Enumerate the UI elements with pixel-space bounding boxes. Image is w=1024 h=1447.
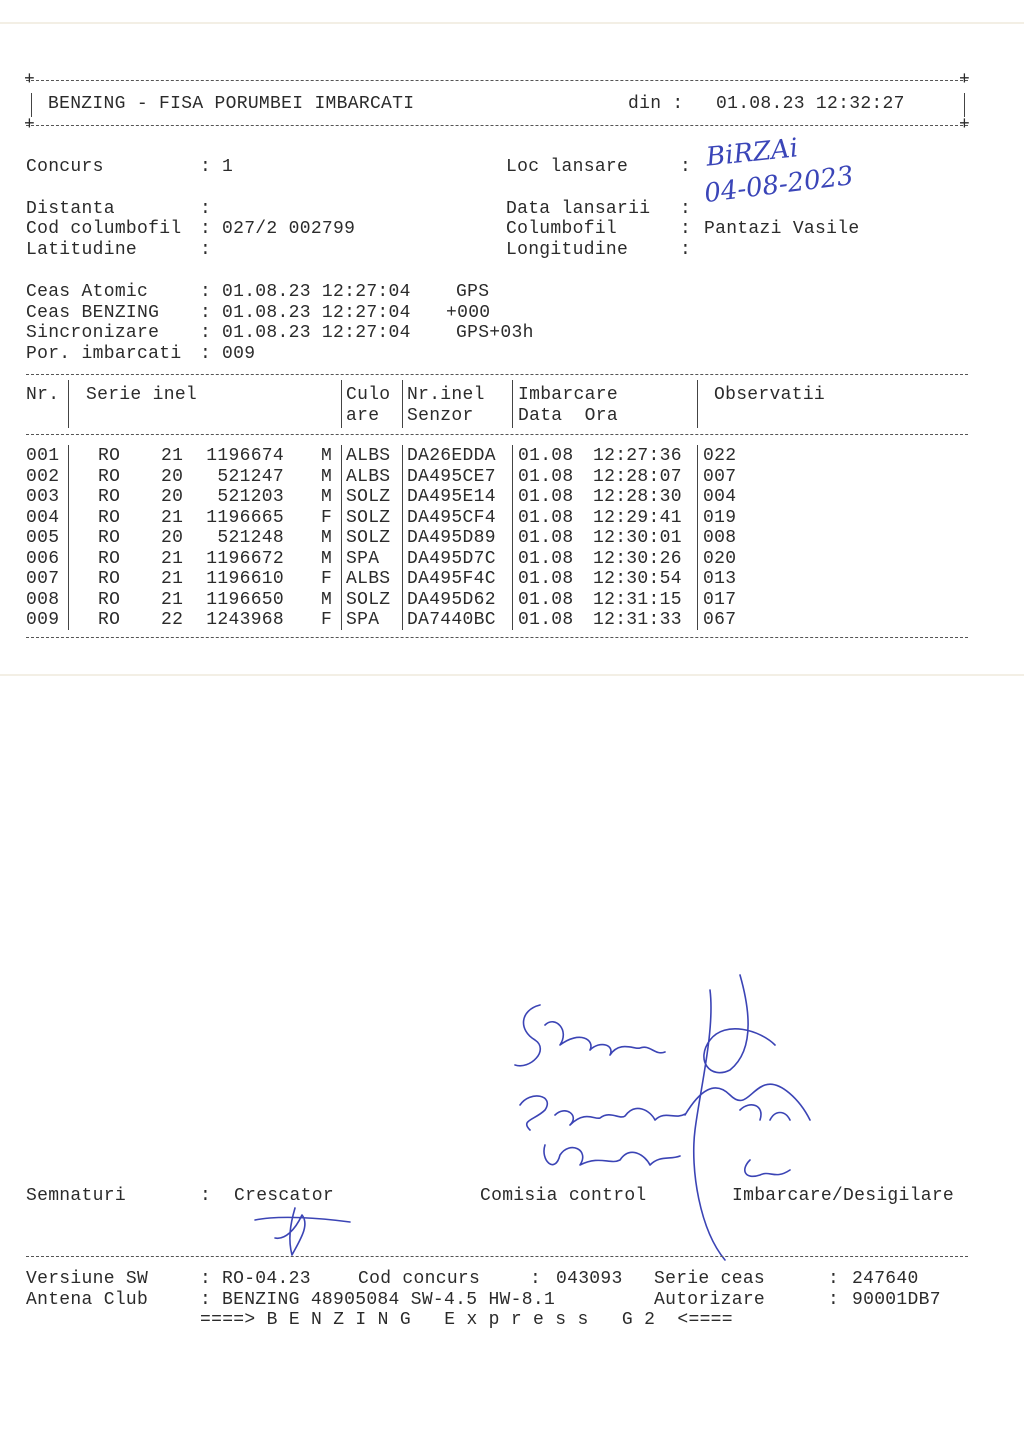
row-col-separator: [341, 466, 342, 487]
ceas-benzing-label: Ceas BENZING: [26, 303, 160, 323]
loc-lansare-sep: :: [680, 157, 692, 177]
cell-observatii: 022: [703, 446, 737, 466]
cell-time: 12:31:33: [593, 610, 682, 630]
versiune-sw-label: Versiune SW: [26, 1269, 149, 1289]
antena-club-value: BENZING 48905084 SW-4.5 HW-8.1: [222, 1290, 556, 1310]
cell-color: SOLZ: [346, 589, 391, 610]
data-lansarii-sep: :: [680, 199, 692, 219]
ceas-benzing-extra: +000: [446, 303, 491, 323]
cell-color: SPA: [346, 548, 380, 569]
cell-sensor: DA495D89: [407, 528, 496, 548]
semnaturi-label: Semnaturi: [26, 1186, 126, 1206]
table-col-sep-5: [697, 380, 698, 428]
header-top-border: [26, 80, 968, 81]
semnaturi-sep: :: [200, 1186, 212, 1206]
report-title: BENZING - FISA PORUMBEI IMBARCATI: [48, 94, 415, 114]
row-col-separator: [512, 527, 513, 548]
col-header-imbarcare-2: Data Ora: [518, 406, 618, 426]
cell-color: ALBS: [346, 466, 391, 487]
cell-country: RO: [98, 446, 121, 466]
header-bottom-border: [26, 125, 968, 126]
row-col-separator: [341, 589, 342, 610]
row-col-separator: [341, 445, 342, 466]
cell-observatii: 067: [703, 610, 737, 630]
data-lansarii-label: Data lansarii: [506, 199, 651, 219]
row-col-separator: [341, 609, 342, 630]
cod-columbofil-value: 027/2 002799: [222, 219, 356, 239]
cell-sex: F: [321, 569, 333, 589]
row-col-separator: [68, 568, 69, 589]
table-col-sep-4: [512, 380, 513, 428]
row-col-separator: [402, 445, 403, 466]
sincronizare-label: Sincronizare: [26, 323, 160, 343]
cell-time: 12:28:30: [593, 487, 682, 507]
header-corner-tr: +: [959, 70, 971, 90]
cell-time: 12:28:07: [593, 466, 682, 487]
cell-date: 01.08: [518, 610, 574, 630]
cell-sex: M: [321, 446, 333, 466]
cell-year: 22: [161, 610, 184, 630]
row-col-separator: [68, 445, 69, 466]
row-col-separator: [402, 609, 403, 630]
row-col-separator: [512, 548, 513, 569]
table-col-sep-1: [68, 380, 69, 428]
cell-time: 12:30:54: [593, 569, 682, 589]
cell-sensor: DA495D7C: [407, 548, 496, 569]
row-col-separator: [402, 568, 403, 589]
row-col-separator: [402, 527, 403, 548]
cell-observatii: 020: [703, 548, 737, 569]
row-col-separator: [697, 486, 698, 507]
ceas-atomic-extra: GPS: [456, 282, 490, 302]
cell-date: 01.08: [518, 589, 574, 610]
row-col-separator: [697, 568, 698, 589]
cell-time: 12:29:41: [593, 507, 682, 528]
cell-year: 20: [161, 528, 184, 548]
cell-ring: 1196610: [206, 569, 284, 589]
cell-sex: M: [321, 528, 333, 548]
cell-ring: 1196665: [206, 507, 284, 528]
cell-sensor: DA495E14: [407, 487, 496, 507]
header-corner-bl: +: [24, 115, 36, 135]
header-corner-br: +: [959, 115, 971, 135]
cell-country: RO: [98, 610, 121, 630]
porumbei-imbarcati-sep: :: [200, 344, 212, 364]
row-col-separator: [512, 445, 513, 466]
row-col-separator: [68, 609, 69, 630]
cell-color: SPA: [346, 610, 380, 630]
signature-commission: [500, 970, 840, 1260]
cell-ring: 521248: [217, 528, 284, 548]
columbofil-sep: :: [680, 219, 692, 239]
cell-ring: 1196674: [206, 446, 284, 466]
latitudine-sep: :: [200, 240, 212, 260]
versiune-sw-sep: :: [200, 1269, 212, 1289]
row-col-separator: [341, 527, 342, 548]
cell-observatii: 019: [703, 507, 737, 528]
cell-sex: M: [321, 548, 333, 569]
serie-ceas-label: Serie ceas: [654, 1269, 766, 1289]
row-col-separator: [402, 548, 403, 569]
signature-crescator: [250, 1200, 360, 1260]
longitudine-sep: :: [680, 240, 692, 260]
table-bottom-border: [26, 637, 968, 638]
row-col-separator: [697, 548, 698, 569]
crescator-label: Crescator: [234, 1186, 334, 1206]
col-header-serie: Serie inel: [86, 385, 198, 405]
cell-year: 21: [161, 446, 184, 466]
data-lansarii-handwritten: 04-08-2023: [702, 160, 856, 210]
row-col-separator: [341, 486, 342, 507]
row-col-separator: [68, 589, 69, 610]
comisia-control-label: Comisia control: [480, 1186, 647, 1206]
cell-nr: 007: [26, 569, 60, 589]
antena-club-sep: :: [200, 1290, 212, 1310]
antena-club-label: Antena Club: [26, 1290, 149, 1310]
cell-nr: 003: [26, 487, 60, 507]
cell-year: 21: [161, 589, 184, 610]
ceas-benzing-sep: :: [200, 303, 212, 323]
row-col-separator: [512, 568, 513, 589]
porumbei-imbarcati-value: 009: [222, 344, 256, 364]
cell-time: 12:30:01: [593, 528, 682, 548]
cell-country: RO: [98, 507, 121, 528]
header-corner-tl: +: [24, 70, 36, 90]
cell-color: SOLZ: [346, 528, 391, 548]
cell-sensor: DA26EDDA: [407, 446, 496, 466]
table-header-bottom-border: [26, 434, 968, 435]
cell-nr: 009: [26, 610, 60, 630]
row-col-separator: [512, 466, 513, 487]
cell-sex: M: [321, 589, 333, 610]
table-col-sep-3: [402, 380, 403, 428]
sincronizare-value: 01.08.23 12:27:04: [222, 323, 411, 343]
cell-color: ALBS: [346, 569, 391, 589]
cell-time: 12:30:26: [593, 548, 682, 569]
cell-sex: F: [321, 507, 333, 528]
row-col-separator: [697, 589, 698, 610]
cell-nr: 004: [26, 507, 60, 528]
autorizare-sep: :: [828, 1290, 840, 1310]
col-header-inel-1: Nr.inel: [407, 385, 485, 405]
row-col-separator: [697, 466, 698, 487]
report-date-label: din :: [628, 94, 684, 114]
cell-country: RO: [98, 528, 121, 548]
cell-date: 01.08: [518, 466, 574, 487]
cell-nr: 006: [26, 548, 60, 569]
columbofil-value: Pantazi Vasile: [704, 219, 860, 239]
paper-fold-middle: [0, 674, 1024, 676]
row-col-separator: [341, 548, 342, 569]
row-col-separator: [68, 548, 69, 569]
cell-color: ALBS: [346, 446, 391, 466]
cell-observatii: 004: [703, 487, 737, 507]
cell-observatii: 008: [703, 528, 737, 548]
row-col-separator: [68, 486, 69, 507]
versiune-sw-value: RO-04.23: [222, 1269, 311, 1289]
row-col-separator: [341, 568, 342, 589]
loc-lansare-label: Loc lansare: [506, 157, 629, 177]
row-col-separator: [512, 507, 513, 528]
distanta-label: Distanta: [26, 199, 115, 219]
table-col-sep-2: [341, 380, 342, 428]
porumbei-imbarcati-label: Por. imbarcati: [26, 344, 182, 364]
brand-banner: ====> B E N Z I N G E x p r e s s G 2 <====: [200, 1310, 733, 1330]
cell-date: 01.08: [518, 528, 574, 548]
cod-concurs-value: 043093: [556, 1269, 623, 1289]
col-header-imbarcare-1: Imbarcare: [518, 385, 618, 405]
cell-date: 01.08: [518, 446, 574, 466]
cell-sensor: DA7440BC: [407, 610, 496, 630]
concurs-label: Concurs: [26, 157, 104, 177]
cell-observatii: 013: [703, 569, 737, 589]
cell-date: 01.08: [518, 507, 574, 528]
serie-ceas-value: 247640: [852, 1269, 919, 1289]
loc-lansare-handwritten: BiRZAi: [704, 133, 800, 173]
cell-ring: 1196672: [206, 548, 284, 569]
cell-sensor: DA495CF4: [407, 507, 496, 528]
cod-concurs-label: Cod concurs: [358, 1269, 481, 1289]
col-header-inel-2: Senzor: [407, 406, 474, 426]
autorizare-value: 90001DB7: [852, 1290, 941, 1310]
concurs-sep: :: [200, 157, 212, 177]
cell-date: 01.08: [518, 569, 574, 589]
row-col-separator: [512, 486, 513, 507]
sincronizare-sep: :: [200, 323, 212, 343]
cell-year: 20: [161, 487, 184, 507]
cell-color: SOLZ: [346, 487, 391, 507]
cell-year: 21: [161, 569, 184, 589]
cell-color: SOLZ: [346, 507, 391, 528]
row-col-separator: [68, 507, 69, 528]
row-col-separator: [697, 445, 698, 466]
row-col-separator: [512, 609, 513, 630]
header-left-border: [31, 93, 32, 117]
cell-nr: 005: [26, 528, 60, 548]
row-col-separator: [697, 507, 698, 528]
cell-ring: 521247: [217, 466, 284, 487]
row-col-separator: [697, 609, 698, 630]
col-header-observatii: Observatii: [714, 385, 826, 405]
sincronizare-extra: GPS+03h: [456, 323, 534, 343]
cell-nr: 001: [26, 446, 60, 466]
ceas-atomic-sep: :: [200, 282, 212, 302]
cell-country: RO: [98, 466, 121, 487]
cell-date: 01.08: [518, 548, 574, 569]
col-header-culoare-1: Culo: [346, 385, 391, 405]
table-top-border: [26, 374, 968, 375]
cell-nr: 002: [26, 466, 60, 487]
col-header-nr: Nr.: [26, 385, 60, 405]
ceas-atomic-label: Ceas Atomic: [26, 282, 149, 302]
row-col-separator: [68, 466, 69, 487]
ceas-atomic-value: 01.08.23 12:27:04: [222, 282, 411, 302]
ceas-benzing-value: 01.08.23 12:27:04: [222, 303, 411, 323]
report-date-value: 01.08.23 12:32:27: [716, 94, 905, 114]
cell-nr: 008: [26, 589, 60, 610]
cell-sex: M: [321, 487, 333, 507]
cell-sex: M: [321, 466, 333, 487]
cell-sensor: DA495D62: [407, 589, 496, 610]
header-right-border: [964, 93, 965, 117]
cell-year: 21: [161, 507, 184, 528]
imbarcare-desigilare-label: Imbarcare/Desigilare: [732, 1186, 955, 1206]
cell-ring: 521203: [217, 487, 284, 507]
cell-year: 20: [161, 466, 184, 487]
cell-observatii: 007: [703, 466, 737, 487]
serie-ceas-sep: :: [828, 1269, 840, 1289]
cell-time: 12:31:15: [593, 589, 682, 610]
row-col-separator: [512, 589, 513, 610]
row-col-separator: [402, 486, 403, 507]
cell-sensor: DA495F4C: [407, 569, 496, 589]
row-col-separator: [402, 507, 403, 528]
cell-country: RO: [98, 589, 121, 610]
cell-date: 01.08: [518, 487, 574, 507]
row-col-separator: [68, 527, 69, 548]
row-col-separator: [402, 466, 403, 487]
paper-fold-top: [0, 22, 1024, 24]
latitudine-label: Latitudine: [26, 240, 138, 260]
cell-time: 12:27:36: [593, 446, 682, 466]
columbofil-label: Columbofil: [506, 219, 618, 239]
cod-concurs-sep: :: [530, 1269, 542, 1289]
row-col-separator: [697, 527, 698, 548]
cell-sensor: DA495CE7: [407, 466, 496, 487]
cod-columbofil-sep: :: [200, 219, 212, 239]
cell-country: RO: [98, 487, 121, 507]
autorizare-label: Autorizare: [654, 1290, 766, 1310]
col-header-culoare-2: are: [346, 406, 380, 426]
row-col-separator: [341, 507, 342, 528]
footer-top-border: [26, 1256, 968, 1257]
cell-ring: 1243968: [206, 610, 284, 630]
cell-year: 21: [161, 548, 184, 569]
cell-sex: F: [321, 610, 333, 630]
cell-country: RO: [98, 548, 121, 569]
cell-country: RO: [98, 569, 121, 589]
cell-observatii: 017: [703, 589, 737, 610]
concurs-value: 1: [222, 157, 234, 177]
row-col-separator: [402, 589, 403, 610]
distanta-sep: :: [200, 199, 212, 219]
longitudine-label: Longitudine: [506, 240, 629, 260]
cod-columbofil-label: Cod columbofil: [26, 219, 182, 239]
cell-ring: 1196650: [206, 589, 284, 610]
